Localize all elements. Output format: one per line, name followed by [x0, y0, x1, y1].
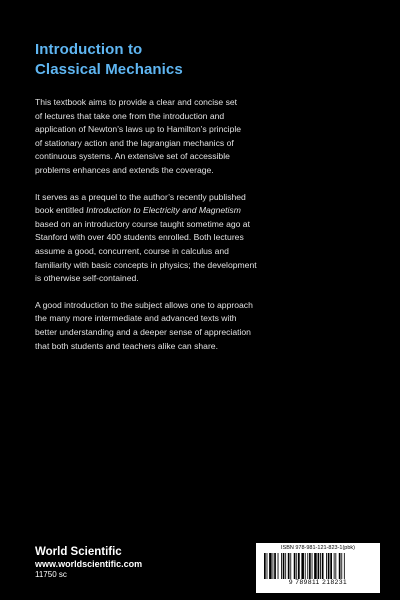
- blurb-paragraph-2: [35, 191, 365, 286]
- text-line: based on an introductory course taught sometime ago at: [35, 218, 250, 229]
- barcode-digits: 9 789811 218231: [288, 579, 348, 586]
- text-line: familiarity with basic concepts in physics; the development: [35, 259, 257, 270]
- isbn-label: ISBN 978-981-121-823-1(pbk): [281, 545, 355, 551]
- text-line: better understanding and a deeper sense of appreciation: [35, 326, 251, 337]
- blurb-paragraph-3: [35, 299, 365, 353]
- text-line: problems enhances and extends the coverage.: [35, 164, 214, 175]
- publisher-block: [35, 546, 142, 580]
- text-line: the many more intermediate and advanced texts with: [35, 313, 237, 324]
- text-line: application of Newton’s laws up to Hamilton’s principle: [35, 124, 242, 135]
- text-line-with-book-reference: [35, 204, 365, 218]
- catalog-code: 11750 sc: [35, 570, 67, 579]
- blurb-paragraph-1: [35, 96, 365, 178]
- barcode-panel: [256, 543, 380, 593]
- barcode-icon: [262, 553, 374, 579]
- publisher-url: www.worldscientific.com: [35, 559, 143, 569]
- book-title-line-1: Introduction to: [35, 41, 143, 58]
- text-line: Stanford with over 400 students enrolled. Both lectures: [35, 232, 244, 243]
- text-line: that both students and teachers alike can share.: [35, 340, 218, 351]
- referenced-book-title: Introduction to Electricity and Magnetism: [86, 205, 241, 216]
- text-line: of lectures that take one from the introduction and: [35, 110, 225, 121]
- text-line: of stationary action and the lagrangian mechanics of: [35, 137, 234, 148]
- text-line: It serves as a prequel to the author’s recently published: [35, 191, 246, 202]
- publisher-name: World Scientific: [35, 546, 122, 558]
- book-title-line-2: Classical Mechanics: [35, 61, 183, 78]
- text-line: is otherwise self-contained.: [35, 273, 139, 284]
- blurb: [35, 96, 365, 366]
- text-line: continuous systems. An extensive set of accessible: [35, 151, 230, 162]
- text-line: assume a good, concurrent, course in calculus and: [35, 245, 229, 256]
- book-title: [35, 40, 275, 80]
- text-line: A good introduction to the subject allows one to approach: [35, 299, 253, 310]
- text-line: This textbook aims to provide a clear and concise set: [35, 97, 238, 107]
- text-fragment: book entitled: [35, 205, 87, 216]
